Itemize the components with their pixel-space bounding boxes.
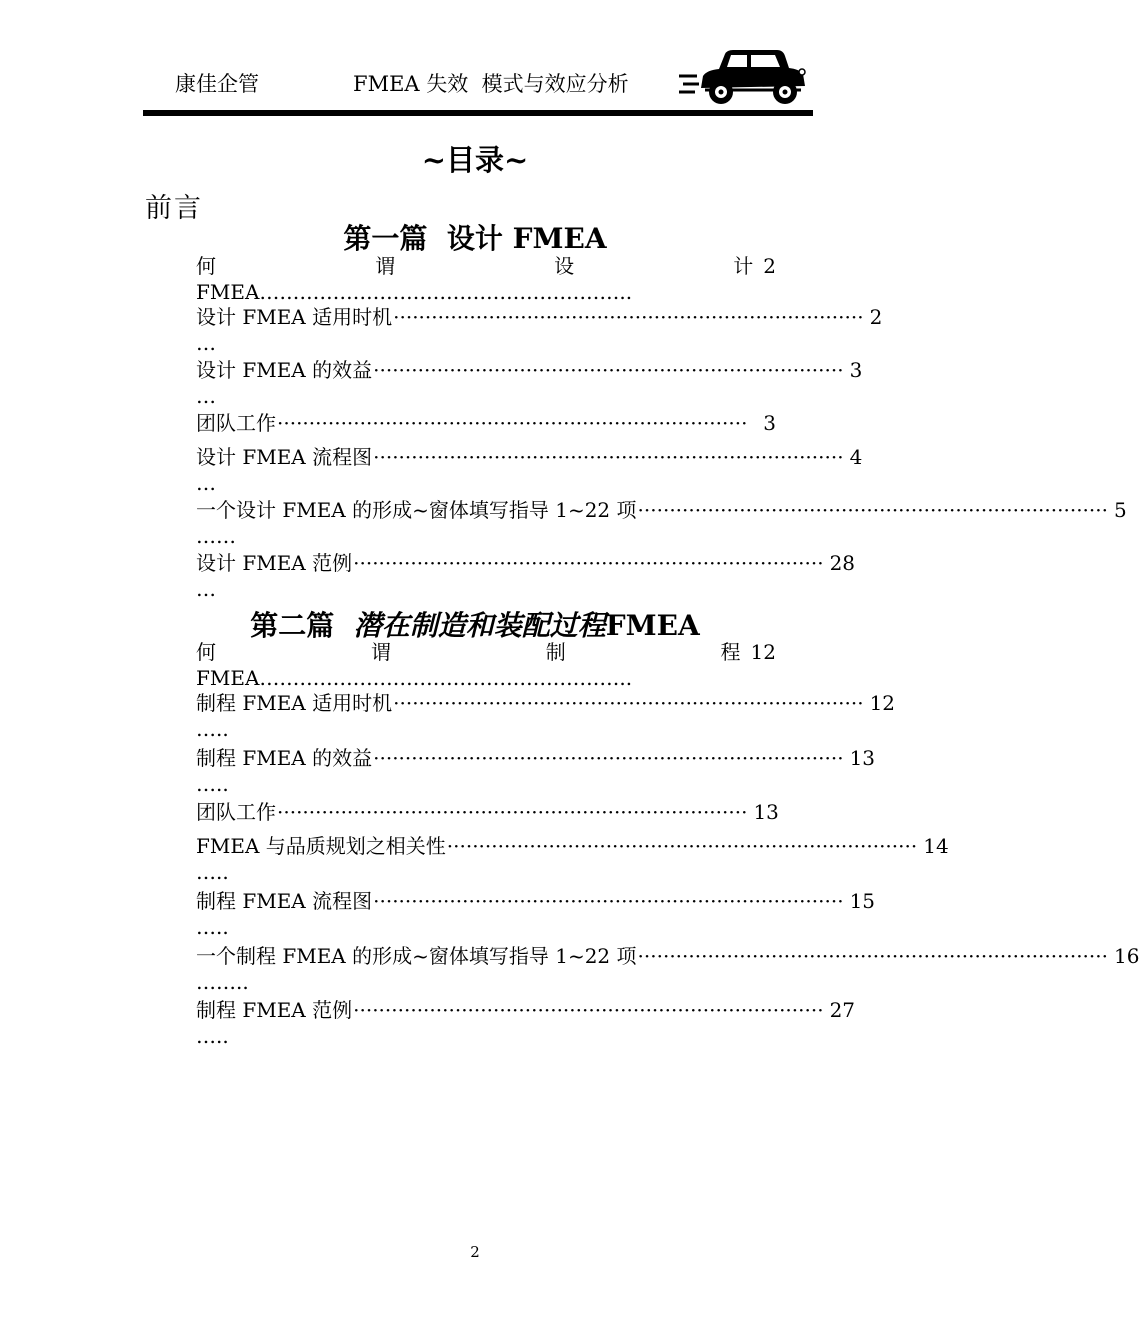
toc-entry-text: FMEA 与品质规划之相关性 — [196, 834, 446, 858]
toc-entry-char: 谓 — [375, 254, 396, 278]
toc-entry-continuation: …… — [196, 524, 236, 548]
toc-entry[interactable] — [196, 410, 776, 436]
part-2-heading — [0, 604, 950, 644]
toc-entry[interactable] — [196, 799, 779, 825]
vintage-car-icon — [677, 42, 809, 106]
toc-entry-continuation: ….. — [196, 1024, 229, 1048]
page-header — [143, 38, 813, 118]
toc-leader-dots: ·········································································· — [353, 551, 824, 575]
part-1-heading-text: 第一篇 设计 FMEA — [343, 222, 607, 255]
toc-entry-text: 设计 FMEA 适用时机 — [196, 305, 393, 329]
part-2-heading-suffix: FMEA — [605, 609, 700, 642]
toc-entry-text: 一个设计 FMEA 的形成~窗体填写指导 1~22 项 — [196, 498, 637, 522]
toc-entry[interactable] — [196, 690, 896, 742]
toc-leader-dots: ·········································································· — [353, 998, 824, 1022]
toc-leader-dots: ·········································································· — [277, 800, 748, 824]
toc-entry-page: 4 — [849, 445, 863, 469]
toc-entry-page: 12 — [750, 640, 776, 664]
toc-entry-page: 3 — [763, 411, 776, 435]
toc-entry-text: 设计 FMEA 流程图 — [196, 445, 373, 469]
toc-entry[interactable] — [196, 357, 863, 409]
toc-leader-dots: ·········································································· — [277, 411, 748, 435]
toc-title: ~目录~ — [421, 143, 529, 177]
toc-entry-continuation: ….. — [196, 772, 229, 796]
part-2-heading-prefix: 第二篇 — [250, 609, 354, 642]
toc-entry-text: 制程 FMEA 适用时机 — [196, 691, 393, 715]
toc-leader-dots: ·········································································· — [373, 358, 844, 382]
toc-entry-char: 计 — [733, 254, 754, 278]
toc-entry-continuation: … — [196, 577, 216, 601]
toc-entry-char: 何 — [196, 254, 216, 278]
toc-entry-text: 团队工作 — [196, 411, 276, 435]
toc-entry[interactable] — [196, 745, 876, 797]
toc-entry[interactable] — [196, 639, 776, 691]
toc-entry[interactable] — [196, 997, 856, 1049]
toc-entry-text: 制程 FMEA 的效益 — [196, 746, 373, 770]
toc-entry-spread-text — [196, 253, 757, 279]
toc-entry-continuation: ….. — [196, 860, 229, 884]
toc-entry-continuation: ….. — [196, 915, 229, 939]
toc-entry-text: 设计 FMEA 的效益 — [196, 358, 373, 382]
toc-entry[interactable] — [196, 550, 856, 602]
toc-entry-spread-text — [196, 639, 745, 665]
toc-entry-continuation: ….. — [196, 717, 229, 741]
toc-entry-continuation: …….. — [196, 970, 249, 994]
toc-leader-dots: ·········································································· — [637, 498, 1108, 522]
toc-entry-page: 12 — [869, 691, 896, 715]
toc-entry-text: 一个制程 FMEA 的形成~窗体填写指导 1~22 项 — [196, 944, 637, 968]
toc-entry[interactable] — [196, 943, 1139, 995]
toc-entry-page: 2 — [763, 254, 776, 278]
toc-entry-text: 团队工作 — [196, 800, 276, 824]
toc-entry-text: 制程 FMEA 范例 — [196, 998, 353, 1022]
toc-entry[interactable] — [196, 444, 863, 496]
toc-entry-page: 3 — [849, 358, 863, 382]
toc-entry[interactable] — [196, 888, 876, 940]
toc-leader-dots: ·········································································· — [393, 305, 864, 329]
toc-entry-page: 27 — [829, 998, 856, 1022]
toc-leader-dots: ·········································································· — [373, 889, 844, 913]
header-rule — [143, 110, 813, 116]
toc-entry-continuation: FMEA……………………………………………….. — [196, 666, 633, 690]
toc-entry-continuation: … — [196, 384, 216, 408]
toc-entry-page: 2 — [869, 305, 883, 329]
toc-leader-dots: ·········································································· — [393, 691, 864, 715]
header-title: FMEA 失效 模式与效应分析 — [353, 72, 629, 96]
toc-entry-page: 5 — [1113, 498, 1127, 522]
toc-entry-continuation: … — [196, 331, 216, 355]
toc-leader-dots: ·········································································· — [373, 445, 844, 469]
toc-entry-page: 28 — [829, 551, 856, 575]
part-1-heading — [0, 217, 950, 257]
toc-entry-page: 15 — [849, 889, 876, 913]
preface-label: 前言 — [145, 193, 203, 224]
toc-leader-dots: ·········································································· — [637, 944, 1108, 968]
toc-entry-char: 设 — [554, 254, 575, 278]
toc-entry-char: 谓 — [370, 640, 391, 664]
toc-leader-dots: ·········································································· — [373, 746, 844, 770]
toc-entry[interactable] — [196, 253, 776, 305]
toc-entry[interactable] — [196, 833, 949, 885]
toc-entry-text: 制程 FMEA 流程图 — [196, 889, 373, 913]
toc-entry-page: 13 — [849, 746, 876, 770]
page-number: 2 — [470, 1243, 480, 1261]
header-company: 康佳企管 — [175, 72, 259, 96]
toc-entry-page: 14 — [923, 834, 949, 858]
toc-leader-dots: ·········································································· — [446, 834, 918, 858]
toc-entry-char: 何 — [196, 640, 216, 664]
toc-entry[interactable] — [196, 497, 1127, 549]
toc-entry-text: 设计 FMEA 范例 — [196, 551, 353, 575]
toc-entry-page: 13 — [753, 800, 779, 824]
toc-entry[interactable] — [196, 304, 883, 356]
part-2-heading-italic: 潜在制造和装配过程 — [353, 609, 606, 642]
toc-entry-page: 16 — [1113, 944, 1139, 968]
toc-entry-continuation: … — [196, 471, 216, 495]
toc-entry-continuation: FMEA……………………………………………….. — [196, 280, 633, 304]
toc-entry-char: 制 — [545, 640, 566, 664]
toc-entry-char: 程 — [720, 640, 741, 664]
